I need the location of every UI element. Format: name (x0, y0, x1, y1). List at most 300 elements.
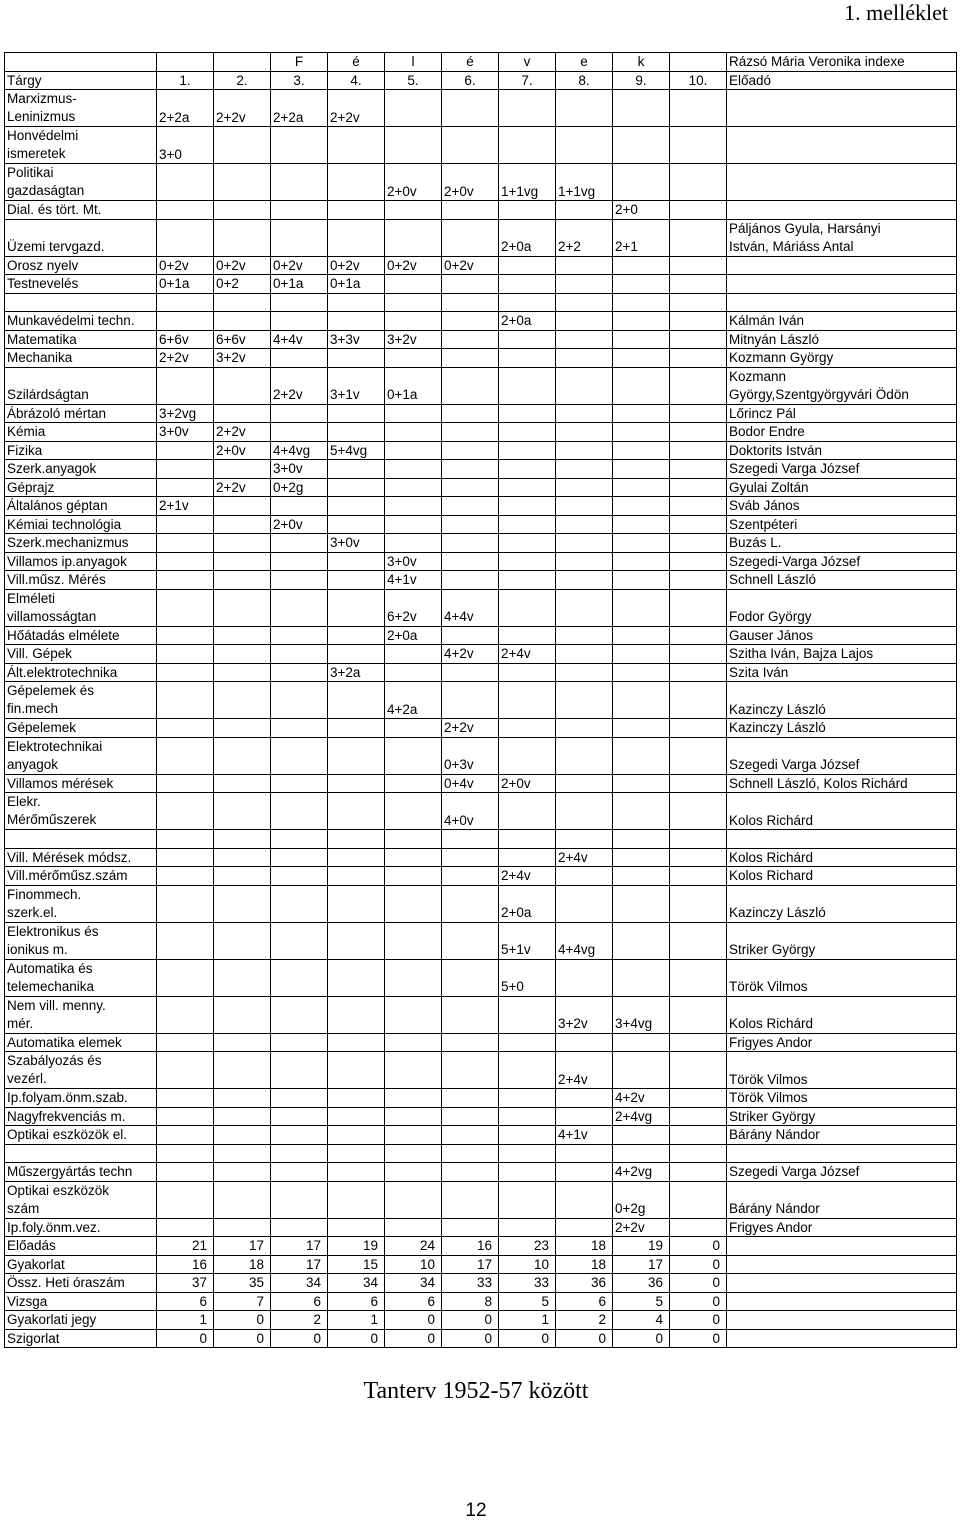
semester-cell: 0 (670, 1274, 727, 1293)
lecturer-cell: Schnell László (727, 571, 957, 590)
semester-cell (442, 367, 499, 404)
semester-cell (214, 793, 271, 830)
semester-cell: 2 (271, 1311, 328, 1330)
semester-cell (442, 219, 499, 256)
semester-cell (556, 497, 613, 516)
semester-cell (328, 589, 385, 626)
semester-cell: 2+2v (328, 90, 385, 127)
semester-cell (670, 441, 727, 460)
table-row (5, 293, 957, 312)
semester-cell (385, 848, 442, 867)
semester-cell (442, 867, 499, 886)
semester-cell (271, 1144, 328, 1163)
lecturer-cell (727, 201, 957, 220)
semester-cell (670, 589, 727, 626)
semester-cell (499, 1107, 556, 1126)
semester-cell (157, 1126, 214, 1145)
table-row (5, 848, 957, 867)
semester-cell (328, 1052, 385, 1089)
semester-cell (442, 1033, 499, 1052)
semester-cell (214, 1089, 271, 1108)
table-row (5, 1144, 957, 1163)
semester-cell (271, 663, 328, 682)
semester-cell (670, 1033, 727, 1052)
semester-cell: 4+2a (385, 682, 442, 719)
semester-cell (385, 515, 442, 534)
semester-cell: 4+4vg (271, 441, 328, 460)
semester-cell: 1. (157, 71, 214, 90)
semester-cell (556, 552, 613, 571)
semester-cell: 3. (271, 71, 328, 90)
lecturer-cell: Török Vilmos (727, 1089, 957, 1108)
semester-cell (670, 719, 727, 738)
semester-cell (157, 848, 214, 867)
semester-cell: 6 (328, 1292, 385, 1311)
semester-cell: 18 (556, 1237, 613, 1256)
semester-cell: 17 (214, 1237, 271, 1256)
semester-cell (556, 1107, 613, 1126)
semester-cell (442, 1218, 499, 1237)
semester-cell (214, 460, 271, 479)
semester-cell (670, 830, 727, 849)
semester-cell (442, 1163, 499, 1182)
semester-cell: 3+0v (271, 460, 328, 479)
semester-cell (442, 885, 499, 922)
summary-row (5, 1237, 957, 1256)
semester-cell: 0+2g (613, 1181, 670, 1218)
curriculum-table (4, 52, 957, 1348)
semester-cell (556, 404, 613, 423)
subject-cell: Matematika (5, 330, 157, 349)
semester-cell (271, 1218, 328, 1237)
table-row (5, 404, 957, 423)
semester-cell (157, 1052, 214, 1089)
semester-cell (556, 1033, 613, 1052)
semester-cell: 17 (271, 1237, 328, 1256)
semester-cell (442, 1089, 499, 1108)
semester-cell (499, 534, 556, 553)
subject-cell: Szabályozás és vezérl. (5, 1052, 157, 1089)
semester-cell (271, 1181, 328, 1218)
semester-cell (157, 589, 214, 626)
semester-cell (328, 959, 385, 996)
subject-cell: Fizika (5, 441, 157, 460)
semester-cell: 18 (214, 1255, 271, 1274)
lecturer-cell: Kazinczy László (727, 682, 957, 719)
semester-cell: 2+0a (499, 885, 556, 922)
semester-cell (214, 922, 271, 959)
semester-cell (214, 848, 271, 867)
subject-cell: Automatika és telemechanika (5, 959, 157, 996)
subject-cell: Ábrázoló mértan (5, 404, 157, 423)
semester-cell: 0+2v (271, 256, 328, 275)
subject-cell (5, 53, 157, 72)
semester-cell (556, 645, 613, 664)
semester-cell (499, 275, 556, 294)
semester-cell (214, 367, 271, 404)
semester-cell: 4 (613, 1311, 670, 1330)
subject-cell: Ip.folyam.önm.szab. (5, 1089, 157, 1108)
semester-cell (613, 719, 670, 738)
semester-cell (442, 275, 499, 294)
semester-cell (499, 293, 556, 312)
subject-cell (5, 830, 157, 849)
semester-cell: 2+0a (499, 312, 556, 331)
semester-cell: 2+4v (556, 848, 613, 867)
semester-cell (271, 922, 328, 959)
semester-cell (271, 737, 328, 774)
semester-cell (385, 793, 442, 830)
subject-cell: Össz. Heti óraszám (5, 1274, 157, 1293)
semester-cell (385, 312, 442, 331)
semester-cell (613, 275, 670, 294)
lecturer-cell: Gauser János (727, 626, 957, 645)
semester-cell (385, 1107, 442, 1126)
semester-cell: 16 (157, 1255, 214, 1274)
table-row (5, 885, 957, 922)
subject-cell: Elméleti villamosságtan (5, 589, 157, 626)
semester-cell (499, 460, 556, 479)
semester-cell (442, 423, 499, 442)
semester-cell (385, 497, 442, 516)
semester-cell (442, 534, 499, 553)
semester-cell: 3+0v (157, 423, 214, 442)
semester-cell (214, 534, 271, 553)
semester-cell (157, 867, 214, 886)
semester-cell (214, 885, 271, 922)
semester-cell: 2+0v (442, 164, 499, 201)
semester-cell (670, 1089, 727, 1108)
table-row (5, 1218, 957, 1237)
semester-cell (214, 571, 271, 590)
semester-cell (385, 663, 442, 682)
semester-cell: 10. (670, 71, 727, 90)
semester-cell (271, 793, 328, 830)
semester-cell (271, 959, 328, 996)
semester-cell: 0 (670, 1237, 727, 1256)
lecturer-cell: Doktorits István (727, 441, 957, 460)
semester-cell (328, 460, 385, 479)
semester-cell (385, 1218, 442, 1237)
semester-cell (271, 867, 328, 886)
semester-cell (442, 571, 499, 590)
table-row (5, 589, 957, 626)
table-row (5, 682, 957, 719)
subject-cell: Elektrotechnikai anyagok (5, 737, 157, 774)
summary-row (5, 1292, 957, 1311)
lecturer-cell: Buzás L. (727, 534, 957, 553)
semester-cell: 5 (613, 1292, 670, 1311)
table-row (5, 1033, 957, 1052)
semester-cell (328, 478, 385, 497)
semester-cell (214, 515, 271, 534)
semester-cell: 2. (214, 71, 271, 90)
subject-cell (5, 1144, 157, 1163)
subject-cell: Üzemi tervgazd. (5, 219, 157, 256)
semester-cell (214, 645, 271, 664)
semester-cell (670, 1181, 727, 1218)
semester-cell: 0+4v (442, 774, 499, 793)
semester-cell (214, 774, 271, 793)
subject-cell: Orosz nyelv (5, 256, 157, 275)
semester-cell (556, 460, 613, 479)
semester-cell: 9. (613, 71, 670, 90)
semester-cell: 18 (556, 1255, 613, 1274)
semester-cell (442, 312, 499, 331)
semester-cell: 1+1vg (499, 164, 556, 201)
semester-cell: 5+1v (499, 922, 556, 959)
semester-cell (328, 1126, 385, 1145)
semester-cell: 10 (499, 1255, 556, 1274)
semester-cell (157, 1181, 214, 1218)
semester-cell (328, 719, 385, 738)
subject-cell (5, 293, 157, 312)
semester-cell (328, 349, 385, 368)
semester-cell (214, 127, 271, 164)
semester-cell (556, 515, 613, 534)
semester-cell (613, 848, 670, 867)
semester-cell (214, 737, 271, 774)
semester-cell: 2+2v (214, 90, 271, 127)
semester-cell (499, 497, 556, 516)
lecturer-cell (727, 127, 957, 164)
semester-cell (214, 719, 271, 738)
semester-cell (214, 293, 271, 312)
semester-cell: 19 (328, 1237, 385, 1256)
lecturer-cell (727, 1144, 957, 1163)
lecturer-cell: Frigyes Andor (727, 1033, 957, 1052)
semester-cell (157, 552, 214, 571)
semester-cell: F (271, 53, 328, 72)
table-caption: Tanterv 1952-57 között (363, 1378, 589, 1404)
semester-cell: 6 (556, 1292, 613, 1311)
semester-cell: 4+2vg (613, 1163, 670, 1182)
semester-cell (271, 127, 328, 164)
table-row (5, 312, 957, 331)
lecturer-cell (727, 293, 957, 312)
lecturer-cell: Bárány Nándor (727, 1126, 957, 1145)
semester-cell: 0 (670, 1292, 727, 1311)
table-row (5, 460, 957, 479)
semester-cell (328, 571, 385, 590)
lecturer-cell: Szegedi Varga József (727, 1163, 957, 1182)
semester-cell: 0 (670, 1311, 727, 1330)
lecturer-cell: Előadó (727, 71, 957, 90)
semester-cell: k (613, 53, 670, 72)
semester-cell (670, 626, 727, 645)
semester-cell (670, 478, 727, 497)
semester-cell (670, 571, 727, 590)
semester-cell (271, 423, 328, 442)
lecturer-cell: Kolos Richard (727, 867, 957, 886)
semester-cell (157, 663, 214, 682)
semester-cell (328, 645, 385, 664)
semester-cell (157, 515, 214, 534)
page-number: 12 (465, 1500, 487, 1521)
semester-cell: 2+1v (157, 497, 214, 516)
semester-cell (613, 367, 670, 404)
subject-cell: Dial. és tört. Mt. (5, 201, 157, 220)
semester-cell (157, 441, 214, 460)
semester-cell (385, 478, 442, 497)
semester-cell (670, 423, 727, 442)
semester-cell: 33 (442, 1274, 499, 1293)
semester-cell (157, 626, 214, 645)
subject-cell: Nem vill. menny. mér. (5, 996, 157, 1033)
semester-cell (499, 478, 556, 497)
semester-cell (670, 460, 727, 479)
semester-cell (556, 90, 613, 127)
semester-cell (385, 774, 442, 793)
semester-cell: 4+4v (271, 330, 328, 349)
subject-cell: Ip.foly.önm.vez. (5, 1218, 157, 1237)
semester-cell: 2+1 (613, 219, 670, 256)
semester-cell (613, 1144, 670, 1163)
subject-cell: Vill. Mérések módsz. (5, 848, 157, 867)
semester-cell: 16 (442, 1237, 499, 1256)
semester-cell (271, 719, 328, 738)
semester-cell (613, 404, 670, 423)
semester-cell: 2+0a (499, 219, 556, 256)
semester-cell: v (499, 53, 556, 72)
table-row (5, 774, 957, 793)
semester-cell (499, 571, 556, 590)
summary-row (5, 1311, 957, 1330)
semester-cell (271, 1052, 328, 1089)
semester-cell (613, 682, 670, 719)
semester-cell: 17 (613, 1255, 670, 1274)
semester-cell (556, 1144, 613, 1163)
semester-cell (328, 1144, 385, 1163)
semester-cell: 2+2v (214, 478, 271, 497)
semester-cell (271, 1126, 328, 1145)
subject-cell: Vill.műsz. Mérés (5, 571, 157, 590)
semester-cell (214, 1218, 271, 1237)
semester-cell (214, 1033, 271, 1052)
semester-cell: 8. (556, 71, 613, 90)
semester-cell: 34 (385, 1274, 442, 1293)
semester-cell (613, 571, 670, 590)
semester-cell: 0+3v (442, 737, 499, 774)
semester-cell: 5+4vg (328, 441, 385, 460)
table-row (5, 996, 957, 1033)
table-row (5, 571, 957, 590)
semester-cell (556, 626, 613, 645)
semester-cell: 3+2v (385, 330, 442, 349)
semester-cell (385, 1126, 442, 1145)
semester-cell (556, 256, 613, 275)
semester-cell: 3+0 (157, 127, 214, 164)
subject-cell: Honvédelmi ismeretek (5, 127, 157, 164)
semester-cell (670, 256, 727, 275)
semester-cell (271, 349, 328, 368)
semester-cell (442, 552, 499, 571)
lecturer-cell (727, 90, 957, 127)
semester-cell (613, 534, 670, 553)
semester-cell (670, 737, 727, 774)
semester-cell (157, 959, 214, 996)
table-row (5, 793, 957, 830)
semester-cell (271, 552, 328, 571)
semester-cell (499, 1033, 556, 1052)
lecturer-cell (727, 164, 957, 201)
semester-cell: 2+2 (556, 219, 613, 256)
semester-cell (157, 534, 214, 553)
semester-cell: 6 (157, 1292, 214, 1311)
semester-cell: e (556, 53, 613, 72)
semester-cell (613, 663, 670, 682)
subject-cell: Vill. Gépek (5, 645, 157, 664)
semester-cell (442, 1144, 499, 1163)
semester-cell: 4+1v (385, 571, 442, 590)
semester-cell (157, 219, 214, 256)
semester-cell (499, 793, 556, 830)
semester-cell: 2+4v (556, 1052, 613, 1089)
semester-cell (157, 1033, 214, 1052)
semester-cell (214, 164, 271, 201)
semester-cell (670, 959, 727, 996)
semester-cell: 2+2v (442, 719, 499, 738)
lecturer-cell: Kálmán Iván (727, 312, 957, 331)
semester-cell (385, 349, 442, 368)
table-row (5, 663, 957, 682)
semester-cell: 0 (214, 1311, 271, 1330)
semester-cell (271, 312, 328, 331)
semester-cell (385, 719, 442, 738)
semester-cell (385, 293, 442, 312)
semester-cell (499, 90, 556, 127)
semester-cell (499, 330, 556, 349)
semester-cell (328, 1089, 385, 1108)
semester-cell (442, 330, 499, 349)
semester-cell (385, 127, 442, 164)
subject-cell: Villamos ip.anyagok (5, 552, 157, 571)
semester-cell (328, 885, 385, 922)
semester-cell: 1 (157, 1311, 214, 1330)
subject-cell: Hőátadás elmélete (5, 626, 157, 645)
lecturer-cell: Lőrincz Pál (727, 404, 957, 423)
semester-cell (613, 164, 670, 201)
lecturer-cell: Mitnyán László (727, 330, 957, 349)
semester-cell (613, 1126, 670, 1145)
semester-cell (328, 497, 385, 516)
semester-cell: 35 (214, 1274, 271, 1293)
semester-cell (670, 1163, 727, 1182)
semester-cell (613, 589, 670, 626)
subject-cell: Finommech. szerk.el. (5, 885, 157, 922)
semester-cell (670, 404, 727, 423)
table-row (5, 349, 957, 368)
table-row (5, 737, 957, 774)
semester-cell (157, 1107, 214, 1126)
lecturer-cell: Török Vilmos (727, 959, 957, 996)
semester-cell (442, 996, 499, 1033)
semester-cell (157, 682, 214, 719)
semester-cell (499, 1089, 556, 1108)
semester-cell (214, 1144, 271, 1163)
lecturer-cell: Bárány Nándor (727, 1181, 957, 1218)
semester-cell (556, 774, 613, 793)
semester-cell (442, 127, 499, 164)
semester-cell (214, 626, 271, 645)
semester-cell (670, 53, 727, 72)
subject-cell: Géprajz (5, 478, 157, 497)
header-row (5, 71, 957, 90)
table-row (5, 1181, 957, 1218)
semester-cell: 3+2a (328, 663, 385, 682)
semester-cell: 0 (442, 1311, 499, 1330)
semester-cell (670, 275, 727, 294)
